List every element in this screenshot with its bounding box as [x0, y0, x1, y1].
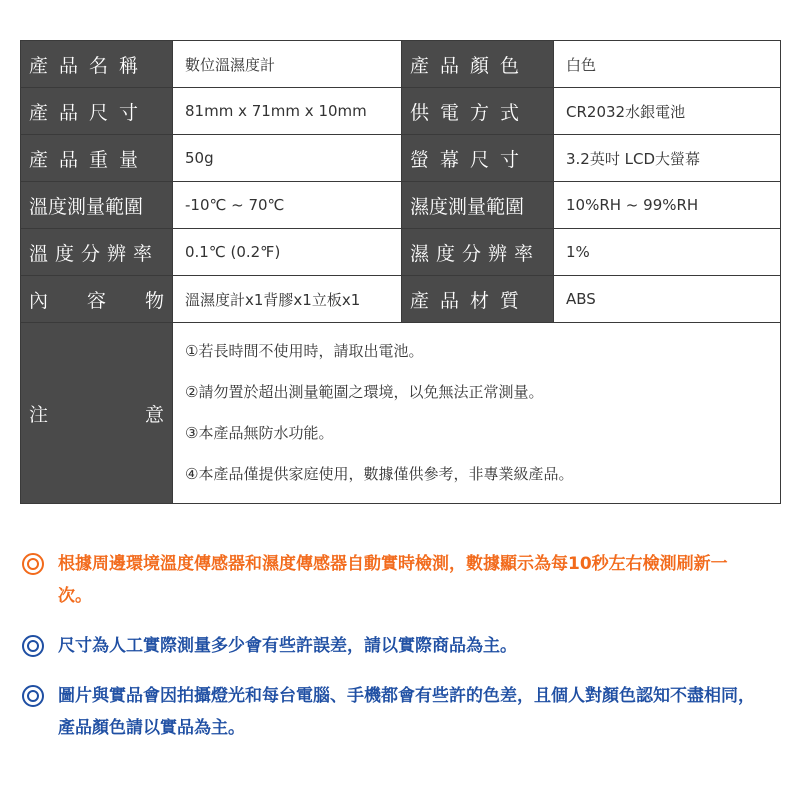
spec-label: 產品名稱 [21, 41, 173, 88]
notice-text: 根據周邊環境溫度傳感器和濕度傳感器自動實時檢測，數據顯示為每10秒左右檢測刷新一次。 [58, 554, 728, 606]
note-item: ③本產品無防水功能。 [185, 424, 334, 442]
notice-item [22, 630, 782, 662]
spec-row [21, 276, 781, 323]
spec-table [20, 40, 781, 504]
notice-text: 圖片與實品會因拍攝燈光和每台電腦、手機都會有些許的色差，且個人對顏色認知不盡相同，產品顏色請以實品為主。 [58, 686, 755, 738]
spec-label: 濕度測量範圍 [402, 182, 554, 229]
spec-row [21, 229, 781, 276]
notice-item [22, 548, 782, 612]
spec-row [21, 182, 781, 229]
spec-row [21, 88, 781, 135]
spec-value: 1% [554, 229, 781, 276]
spec-value: 50g [173, 135, 402, 182]
label-char: 內 [29, 289, 49, 312]
spec-value: 10%RH ~ 99%RH [554, 182, 781, 229]
notes-row [21, 323, 781, 504]
spread-label [29, 400, 164, 427]
spec-value: 數位溫濕度計 [173, 41, 402, 88]
spec-label: 溫度分辨率 [21, 229, 173, 276]
spec-label [21, 276, 173, 323]
spec-value: 3.2英吋 LCD大螢幕 [554, 135, 781, 182]
notes-label [21, 323, 173, 504]
spec-row [21, 135, 781, 182]
note-item: ①若長時間不使用時，請取出電池。 [185, 342, 424, 360]
label-char: 意 [144, 403, 164, 426]
spread-label [29, 286, 164, 313]
label-char: 物 [144, 289, 164, 312]
spec-row [21, 41, 781, 88]
double-circle-icon [22, 553, 44, 575]
spec-label: 溫度測量範圍 [21, 182, 173, 229]
spec-value: 81mm x 71mm x 10mm [173, 88, 402, 135]
spec-label: 產品尺寸 [21, 88, 173, 135]
notice-text: 尺寸為人工實際測量多少會有些許誤差，請以實際商品為主。 [58, 636, 517, 656]
spec-value: 溫濕度計x1背膠x1立板x1 [173, 276, 402, 323]
spec-value: CR2032水銀電池 [554, 88, 781, 135]
spec-value: ABS [554, 276, 781, 323]
notice-list [22, 548, 782, 762]
note-item: ④本產品僅提供家庭使用，數據僅供參考，非專業級產品。 [185, 465, 574, 483]
spec-value: -10℃ ~ 70℃ [173, 182, 402, 229]
note-item: ②請勿置於超出測量範圍之環境，以免無法正常測量。 [185, 383, 544, 401]
double-circle-icon [22, 635, 44, 657]
spec-label: 產品重量 [21, 135, 173, 182]
spec-label: 濕度分辨率 [402, 229, 554, 276]
spec-value: 0.1℃ (0.2℉) [173, 229, 402, 276]
spec-label: 產品材質 [402, 276, 554, 323]
spec-label: 供電方式 [402, 88, 554, 135]
label-char: 注 [29, 403, 49, 426]
label-char: 容 [86, 289, 106, 312]
spec-value: 白色 [554, 41, 781, 88]
notes-content [173, 323, 781, 504]
double-circle-icon [22, 685, 44, 707]
spec-label: 螢幕尺寸 [402, 135, 554, 182]
notice-item [22, 680, 782, 744]
spec-label: 產品顏色 [402, 41, 554, 88]
